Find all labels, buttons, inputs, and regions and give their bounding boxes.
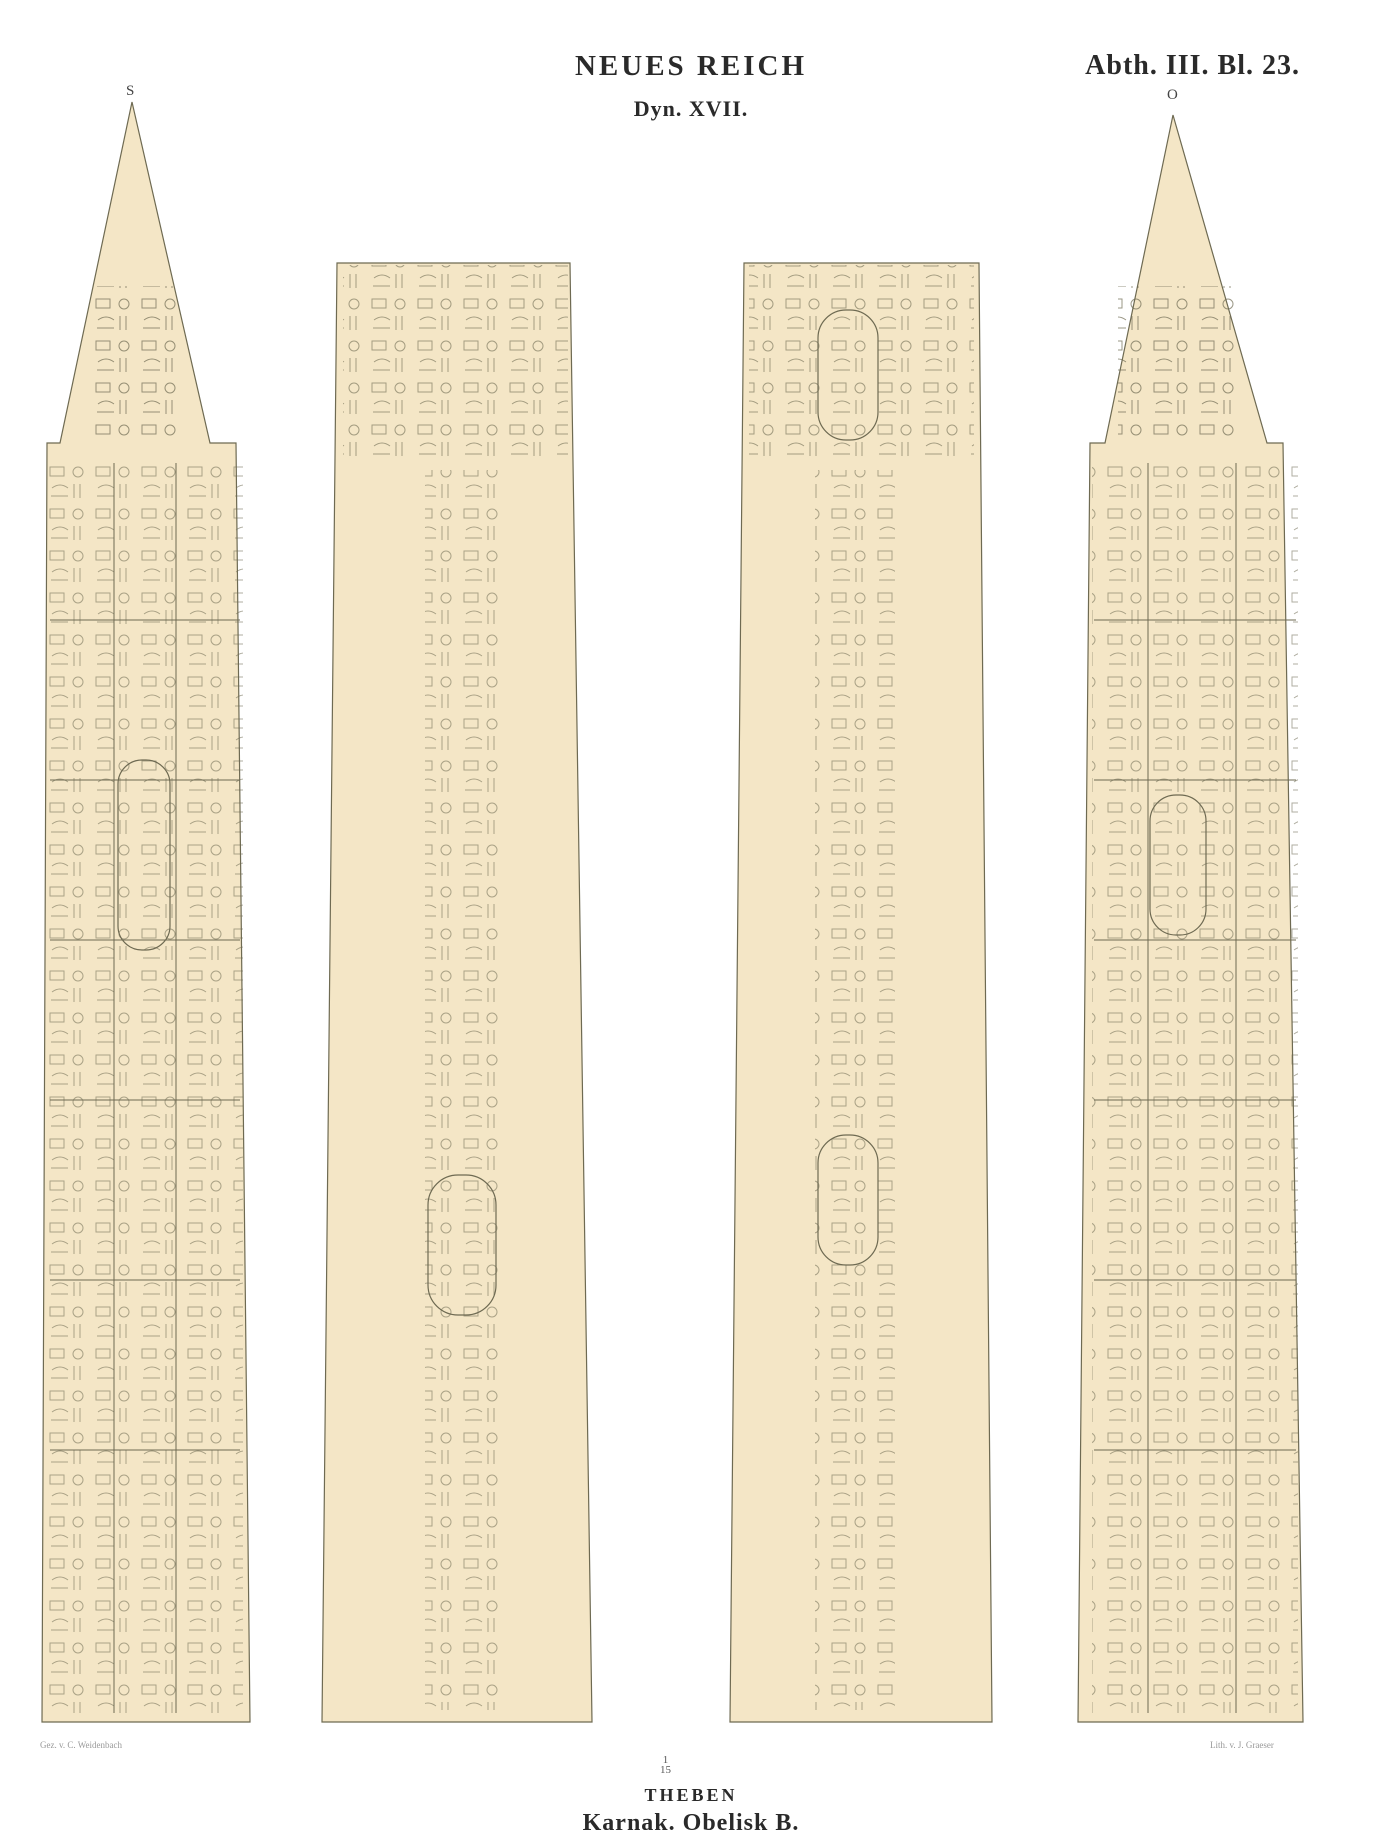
side-label-east: O (1167, 87, 1178, 103)
obelisk-west-face (322, 263, 592, 1722)
obelisk-north-face (730, 263, 992, 1722)
obelisk-south-face (42, 102, 250, 1722)
site-name: Karnak. Obelisk B. (582, 1810, 800, 1836)
credit-drawn-by: Gez. v. C. Weidenbach (40, 1740, 122, 1750)
place-name: THEBEN (644, 1785, 738, 1805)
side-label-south: S (126, 83, 135, 99)
scale-denominator: 15 (660, 1764, 671, 1776)
scale-numerator: 1 (662, 1754, 669, 1766)
plate-title: NEUES REICH (574, 50, 808, 82)
dynasty-label: Dyn. XVII. (633, 96, 749, 121)
plate-reference: Abth. III. Bl. 23. (1085, 50, 1300, 81)
scale-note (660, 1755, 671, 1775)
obelisk-east-face (1078, 115, 1303, 1722)
credit-printed-by: Lith. v. J. Graeser (1210, 1740, 1274, 1750)
